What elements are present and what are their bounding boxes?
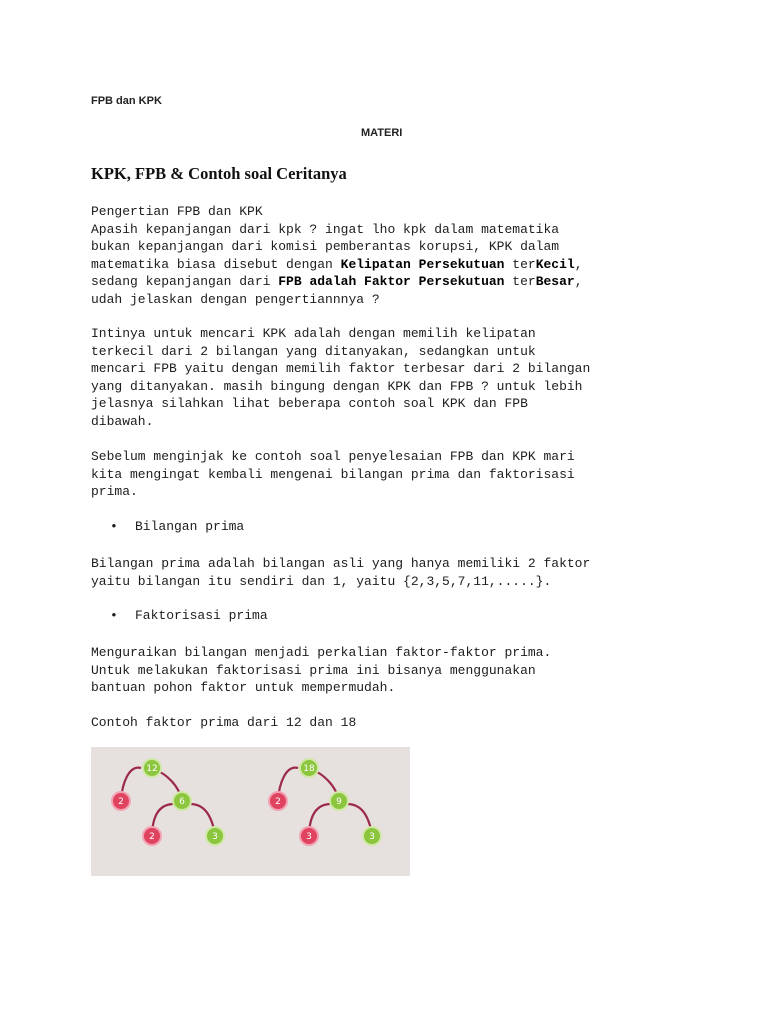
page-title: KPK, FPB & Contoh soal Ceritanya [91, 164, 347, 183]
tree2-leaf-left-node [300, 827, 318, 845]
tree1-root-label: 12 [146, 764, 158, 774]
factor-tree-svg [91, 747, 410, 876]
tree1-left-node [112, 792, 130, 810]
intro-line-4: matematika biasa disebut dengan Kelipatan Persekutuan terKecil, [91, 256, 583, 272]
intro-line-6: udah jelaskan dengan pengertiannnya ? [91, 291, 380, 307]
section-label: MATERI [361, 127, 403, 139]
tree1-mid-label: 6 [179, 797, 185, 807]
paragraph-kpk-fpb: Intinya untuk mencari KPK adalah dengan memilih kelipatan terkecil dari 2 bilangan yang ditanyakan, sedangkan untuk mencari FPB yaitu dengan memilih faktor terbesar dari 2 bilangan yang ditanyakan. masih bingung dengan KPK dan FPB ? untuk lebih jelasnya silahkan lihat beberapa contoh soal KPK dan FPB dibawah. [91, 326, 591, 429]
tree2-mid-label: 9 [336, 797, 342, 807]
tree2-mid-node [330, 792, 348, 810]
tree2-root-node [300, 759, 318, 777]
tree1-root-node [143, 759, 161, 777]
bullet-faktorisasi-prima: • Faktorisasi prima [110, 608, 268, 623]
bullet-dot: • [110, 608, 118, 623]
intro-line-1: Pengertian FPB dan KPK [91, 204, 263, 219]
bullet-bilangan-prima: • Bilangan prima [110, 519, 245, 534]
paragraph-faktorisasi: Menguraikan bilangan menjadi perkalian faktor-faktor prima. Untuk melakukan faktorisasi prima ini bisanya menggunakan bantuan pohon faktor untuk mempermudah. [91, 645, 552, 695]
document-label: FPB dan KPK [91, 95, 162, 107]
tree1-left-label: 2 [118, 797, 124, 807]
tree1-mid-node [173, 792, 191, 810]
tree2-leaf-right-label: 3 [369, 832, 375, 842]
intro-paragraph [91, 203, 583, 308]
intro-line-3: bukan kepanjangan dari komisi pemberantas korupsi, KPK dalam [91, 239, 560, 254]
tree1-leaf-left-label: 2 [149, 832, 155, 842]
tree1-leaf-left-node [143, 827, 161, 845]
bullet-dot: • [110, 519, 118, 534]
tree2-leaf-right-node [363, 827, 381, 845]
intro-line-5: sedang kepanjangan dari FPB adalah Faktor Persekutuan terBesar, [91, 274, 583, 289]
tree2-left-node [269, 792, 287, 810]
tree2-root-label: 18 [303, 764, 315, 774]
paragraph-bilangan-prima: Bilangan prima adalah bilangan asli yang hanya memiliki 2 faktor yaitu bilangan itu sendiri dan 1, yaitu {2,3,5,7,11,.....}. [91, 556, 591, 589]
paragraph-sebelum: Sebelum menginjak ke contoh soal penyelesaian FPB dan KPK mari kita mengingat kembali mengenai bilangan prima dan faktorisasi prima. [91, 449, 575, 499]
paragraph-contoh: Contoh faktor prima dari 12 dan 18 [91, 715, 357, 730]
tree2-leaf-left-label: 3 [306, 832, 312, 842]
tree1-leaf-right-node [206, 827, 224, 845]
intro-line-2: Apasih kepanjangan dari kpk ? ingat lho kpk dalam matematika [91, 221, 560, 237]
tree1-leaf-right-label: 3 [212, 832, 218, 842]
tree2-left-label: 2 [275, 797, 281, 807]
factor-tree-figure [91, 747, 410, 876]
